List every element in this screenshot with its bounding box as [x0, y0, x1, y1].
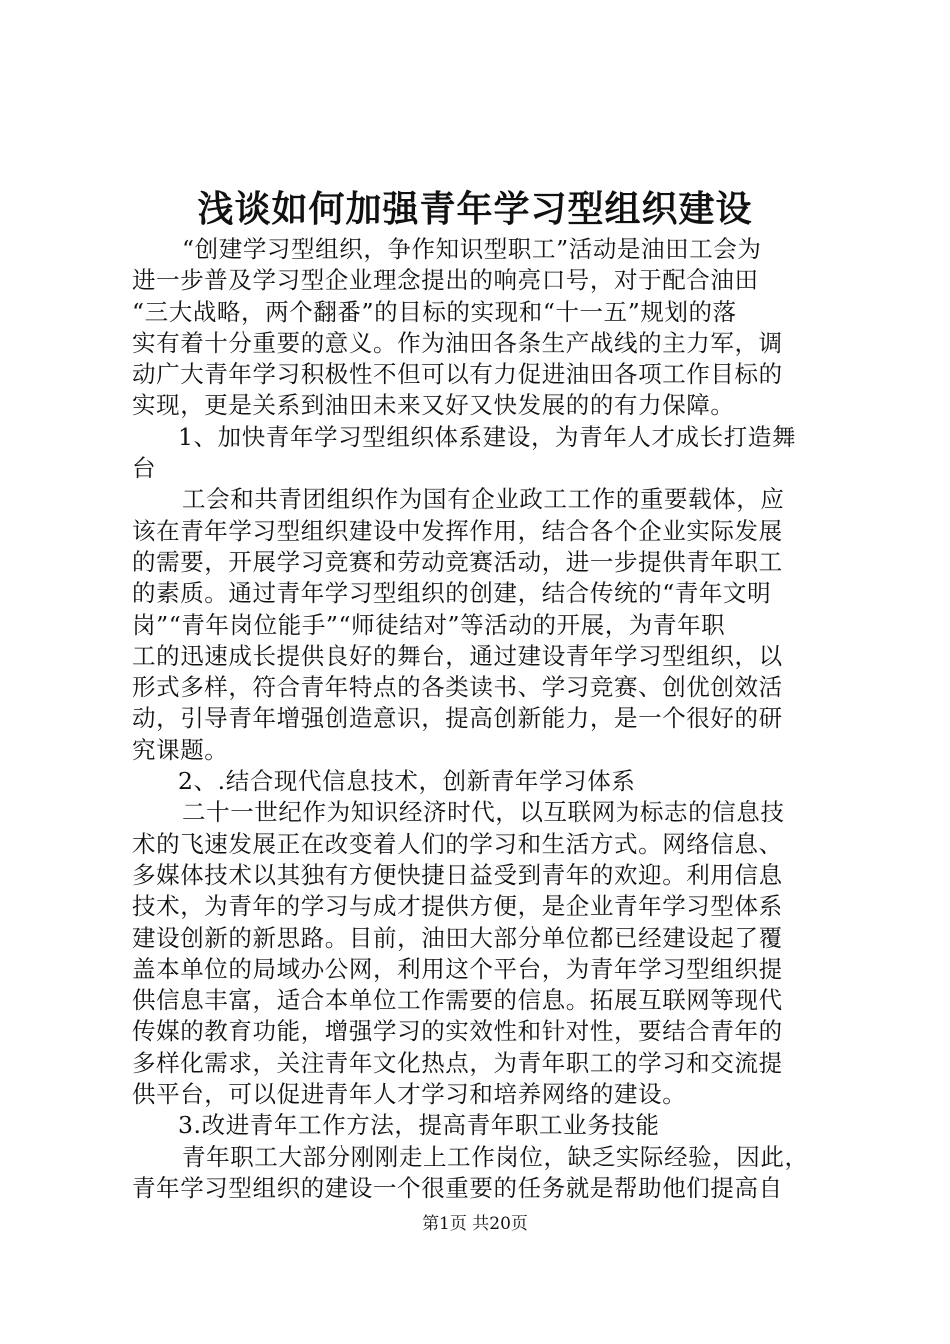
paragraph-line: 的素质。通过青年学习型组织的创建，结合传统的“青年文明: [132, 579, 772, 608]
section-heading-2: 2、.结合现代信息技术，创新青年学习体系: [178, 767, 636, 796]
paragraph-line: 术的飞速发展正在改变着人们的学习和生活方式。网络信息、: [132, 829, 783, 858]
page-number: 第1页 共20页: [422, 1214, 528, 1234]
section-heading-1-cont: 台: [132, 454, 157, 483]
document-body: [132, 234, 832, 1204]
paragraph-line: 技术，为青年的学习与成才提供方便，是企业青年学习型体系: [132, 892, 783, 921]
paragraph-line: 岗”“青年岗位能手”“师徒结对”等活动的开展，为青年职: [132, 610, 726, 639]
section-heading-1: 1、加快青年学习型组织体系建设，为青年人才成长打造舞: [178, 422, 797, 451]
section-heading-3: 3.改进青年工作方法，提高青年职工业务技能: [178, 1111, 660, 1140]
paragraph-line: 究课题。: [132, 735, 229, 764]
paragraph-line: 进一步普及学习型企业理念提出的响亮口号，对于配合油田: [132, 266, 759, 295]
paragraph-line: “三大战略，两个翻番”的目标的实现和“十一五”规划的落: [132, 297, 737, 326]
paragraph-line: 动广大青年学习积极性不但可以有力促进油田各项工作目标的: [132, 360, 783, 389]
paragraph-line: 青年学习型组织的建设一个很重要的任务就是帮助他们提高自: [132, 1173, 783, 1202]
paragraph-line: 实有着十分重要的意义。作为油田各条生产战线的主力军，调: [132, 328, 783, 357]
paragraph-line: 二十一世纪作为知识经济时代，以互联网为标志的信息技: [182, 798, 785, 827]
paragraph-line: 建设创新的新思路。目前，油田大部分单位都已经建设起了覆: [132, 923, 783, 952]
paragraph-line: 传媒的教育功能，增强学习的实效性和针对性，要结合青年的: [132, 1017, 783, 1046]
paragraph-line: 工的迅速成长提供良好的舞台，通过建设青年学习型组织，以: [132, 641, 783, 670]
paragraph-line: 供信息丰富，适合本单位工作需要的信息。拓展互联网等现代: [132, 986, 783, 1015]
paragraph-line: 盖本单位的局域办公网，利用这个平台，为青年学习型组织提: [132, 954, 783, 983]
paragraph-line: 工会和共青团组织作为国有企业政工工作的重要载体，应: [182, 485, 785, 514]
paragraph-line: 多样化需求，关注青年文化热点，为青年职工的学习和交流提: [132, 1048, 783, 1077]
paragraph-line: 动，引导青年增强创造意识，提高创新能力，是一个很好的研: [132, 704, 783, 733]
document-title: 浅谈如何加强青年学习型组织建设: [197, 188, 753, 230]
paragraph-line: 青年职工大部分刚刚走上工作岗位，缺乏实际经验，因此，: [182, 1142, 809, 1171]
paragraph-line: 供平台，可以促进青年人才学习和培养网络的建设。: [132, 1080, 687, 1109]
paragraph-line: “创建学习型组织，争作知识型职工”活动是油田工会为: [182, 235, 762, 263]
paragraph-line: 的需要，开展学习竞赛和劳动竞赛活动，进一步提供青年职工: [132, 547, 783, 576]
paragraph-line: 形式多样，符合青年特点的各类读书、学习竞赛、创优创效活: [132, 673, 783, 702]
paragraph-line: 实现，更是关系到油田未来又好又快发展的的有力保障。: [132, 391, 735, 420]
paragraph-line: 多媒体技术以其独有方便快捷日益受到青年的欢迎。利用信息: [132, 860, 783, 889]
paragraph-line: 该在青年学习型组织建设中发挥作用，结合各个企业实际发展: [132, 516, 783, 545]
